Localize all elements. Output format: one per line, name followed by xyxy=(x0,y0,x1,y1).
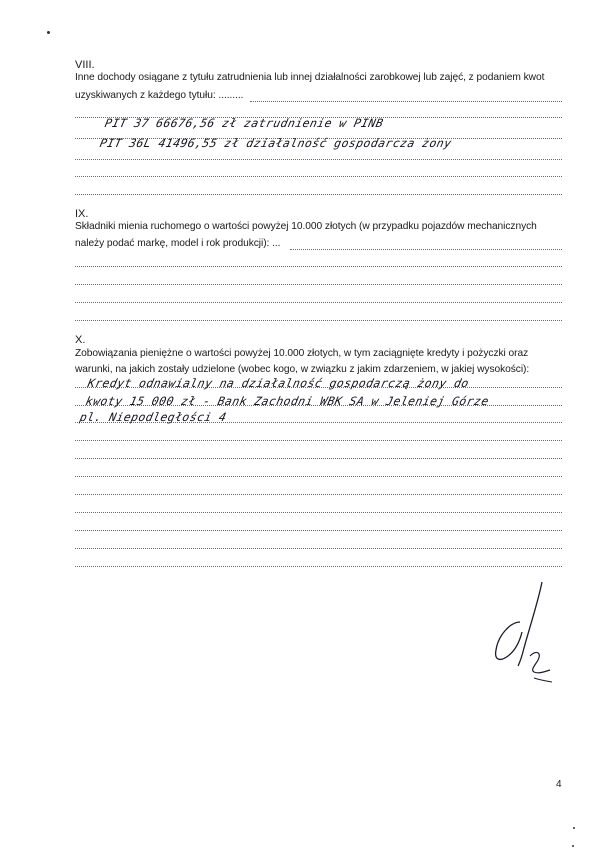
section-8-text-line-1: Inne dochody osiągane z tytułu zatrudnienia lub innej działalności zarobkowej lub zajęć, z podaniem kwot xyxy=(75,72,545,83)
section-9-number: IX. xyxy=(75,208,89,220)
section-10-rule-9 xyxy=(75,530,562,531)
section-8-rule-5 xyxy=(75,194,562,195)
section-10-rule-6 xyxy=(75,476,562,477)
section-9-rule-4 xyxy=(75,320,562,321)
section-10-rule-8 xyxy=(75,512,562,513)
section-9-rule-2 xyxy=(75,284,562,285)
scan-mark xyxy=(47,31,50,34)
section-10-rule-5 xyxy=(75,458,562,459)
section-8-number: VIII. xyxy=(75,59,95,71)
handwritten-signature xyxy=(480,578,570,688)
section-10-rule-11 xyxy=(75,566,562,567)
section-8-line-2-dots xyxy=(250,101,562,102)
section-10-handwritten-3: pl. Niepodległości 4 xyxy=(78,410,228,424)
section-8-text-line-2: uzyskiwanych z każdego tytułu: ......... xyxy=(75,90,244,101)
section-10-handwritten-1: Kredyt odnawialny na działalność gospodarczą żony do xyxy=(86,376,471,390)
section-9-text-line-1: Składniki mienia ruchomego o wartości powyżej 10.000 złotych (w przypadku pojazdów mechanicznych xyxy=(75,221,537,232)
section-10-rule-10 xyxy=(75,548,562,549)
page-number: 4 xyxy=(556,779,562,790)
section-10-text-line-1: Zobowiązania pieniężne o wartości powyżej 10.000 złotych, w tym zaciągnięte kredyty i pożyczki oraz xyxy=(75,348,529,359)
section-8-rule-3 xyxy=(75,159,562,160)
section-10-rule-7 xyxy=(75,494,562,495)
section-9-rule-1 xyxy=(75,266,562,267)
section-8-handwritten-1: PIT 37 66676,56 zł zatrudnienie w PINB xyxy=(103,116,385,130)
section-9-rule-3 xyxy=(75,302,562,303)
section-10-rule-4 xyxy=(75,440,562,441)
section-9-line-2-dots xyxy=(290,249,562,250)
section-10-text-line-2: warunki, na jakich zostały udzielone (wobec kogo, w związku z jakim zdarzeniem, w jakiej wysokości): xyxy=(75,364,530,375)
section-8-rule-4 xyxy=(75,176,562,177)
section-9-text-line-2: należy podać markę, model i rok produkcji): ... xyxy=(75,238,281,249)
section-10-number: X. xyxy=(75,334,86,346)
scan-mark xyxy=(573,827,575,829)
scan-mark xyxy=(572,845,574,847)
section-10-handwritten-2: kwoty 15 000 zł - Bank Zachodni WBK SA w Jeleniej Górze xyxy=(84,394,491,408)
section-8-handwritten-2: PIT 36L 41496,55 zł działalność gospodarcza żony xyxy=(98,136,454,150)
